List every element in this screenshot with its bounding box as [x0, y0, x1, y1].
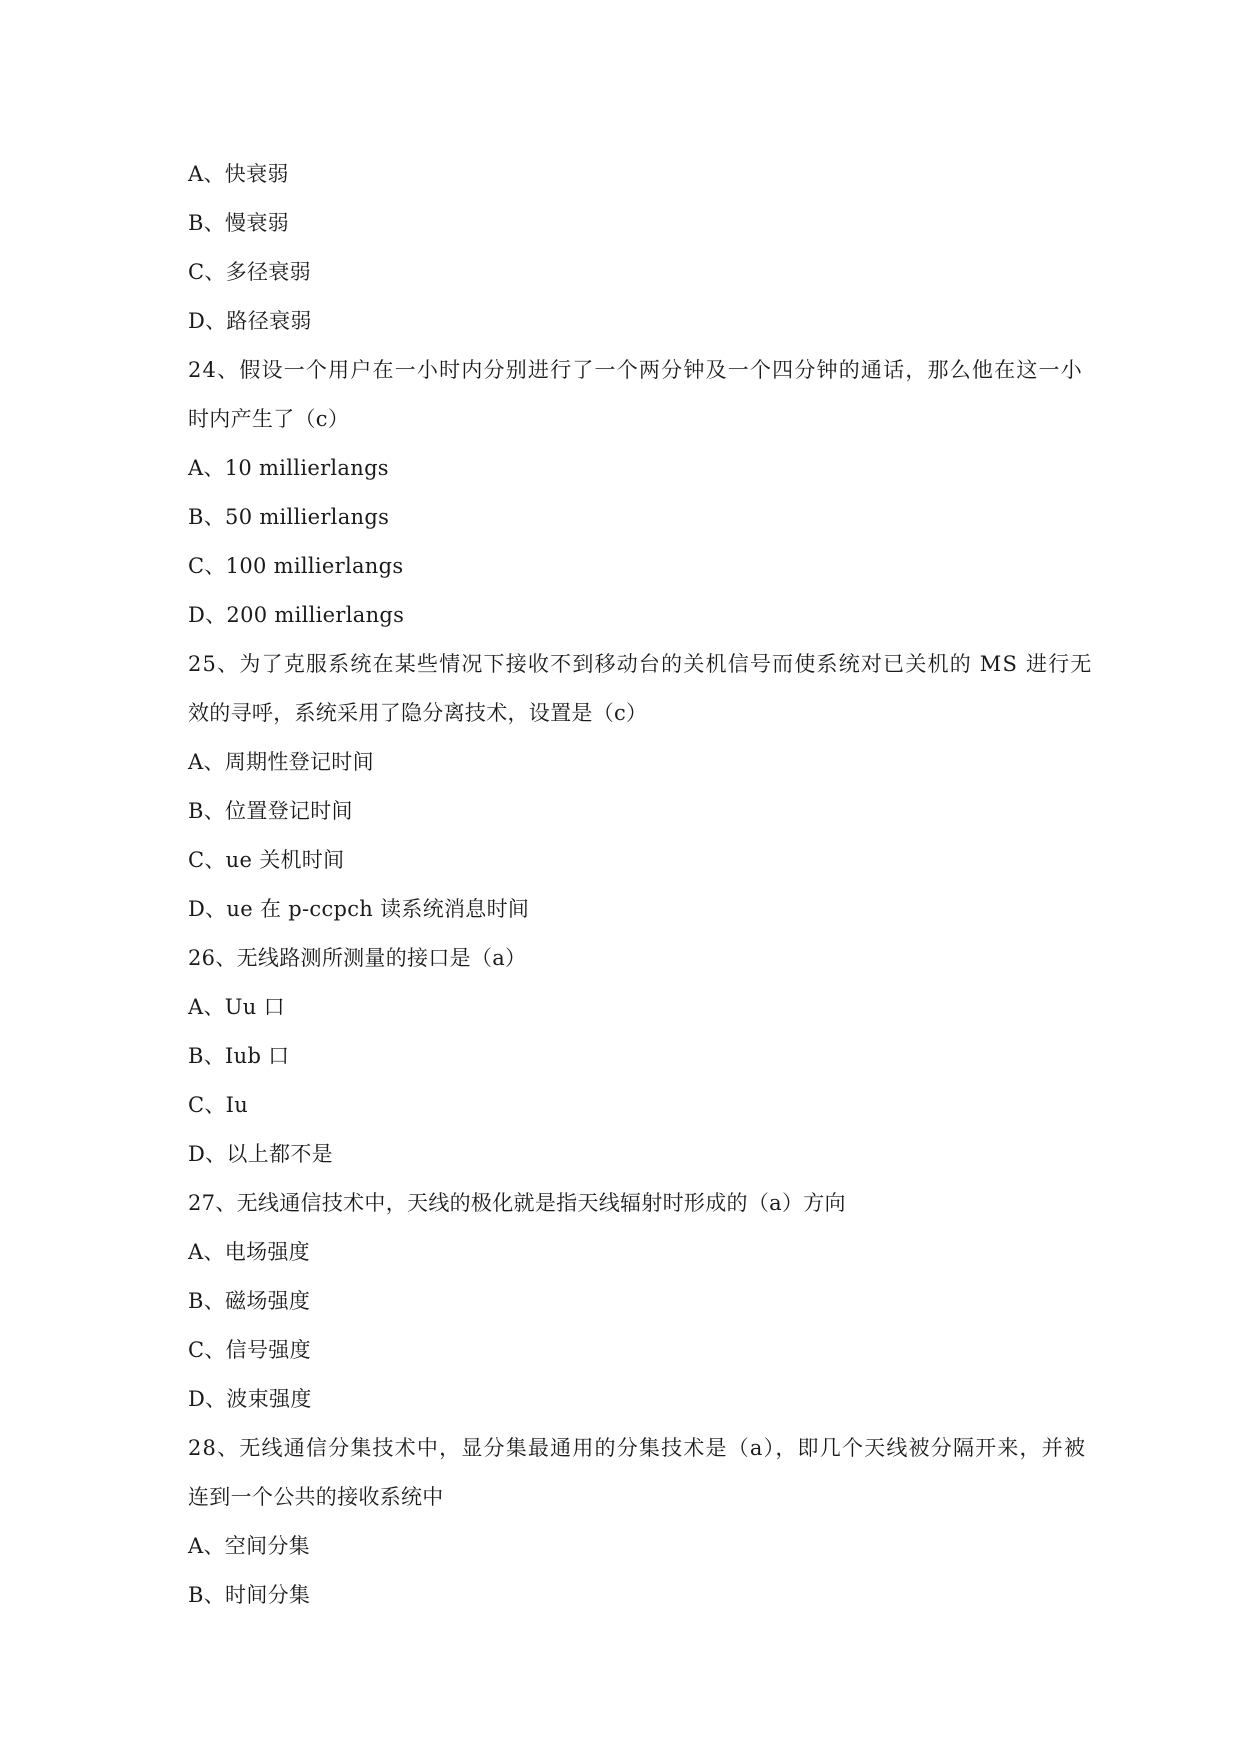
question-27: 27、无线通信技术中，天线的极化就是指天线辐射时形成的（a）方向: [188, 1191, 846, 1215]
option-line: C、信号强度: [188, 1338, 311, 1362]
option-line: B、磁场强度: [188, 1289, 311, 1313]
option-line: C、100 millierlangs: [188, 554, 404, 578]
question-25: 25、为了克服系统在某些情况下接收不到移动台的关机信号而使系统对已关机的 MS 进行无: [188, 652, 1093, 676]
option-line: A、空间分集: [188, 1534, 310, 1558]
question-28-continued: 连到一个公共的接收系统中: [188, 1485, 444, 1509]
option-line: B、时间分集: [188, 1583, 311, 1607]
option-line: D、200 millierlangs: [188, 603, 405, 627]
option-line: B、位置登记时间: [188, 799, 353, 823]
option-line: A、Uu 口: [188, 995, 285, 1019]
option-line: A、10 millierlangs: [188, 456, 389, 480]
option-line: C、多径衰弱: [188, 260, 311, 284]
question-26: 26、无线路测所测量的接口是（a）: [188, 946, 527, 970]
question-28: 28、无线通信分集技术中，显分集最通用的分集技术是（a），即几个天线被分隔开来，并被: [188, 1436, 1087, 1460]
option-line: B、50 millierlangs: [188, 505, 390, 529]
option-line: D、路径衰弱: [188, 309, 312, 333]
option-line: C、Iu: [188, 1093, 249, 1117]
option-line: D、波束强度: [188, 1387, 312, 1411]
option-line: D、以上都不是: [188, 1142, 333, 1166]
option-line: C、ue 关机时间: [188, 848, 345, 872]
question-25-continued: 效的寻呼，系统采用了隐分离技术，设置是（c）: [188, 701, 648, 725]
option-line: A、周期性登记时间: [188, 750, 374, 774]
option-line: D、ue 在 p-ccpch 读系统消息时间: [188, 897, 530, 921]
question-24: 24、假设一个用户在一小时内分别进行了一个两分钟及一个四分钟的通话，那么他在这一小: [188, 358, 1083, 382]
option-line: B、Iub 口: [188, 1044, 290, 1068]
page-content: [188, 150, 1093, 1620]
option-line: A、快衰弱: [188, 162, 289, 186]
option-line: B、慢衰弱: [188, 211, 289, 235]
question-24-continued: 时内产生了（c）: [188, 407, 350, 431]
option-line: A、电场强度: [188, 1240, 310, 1264]
